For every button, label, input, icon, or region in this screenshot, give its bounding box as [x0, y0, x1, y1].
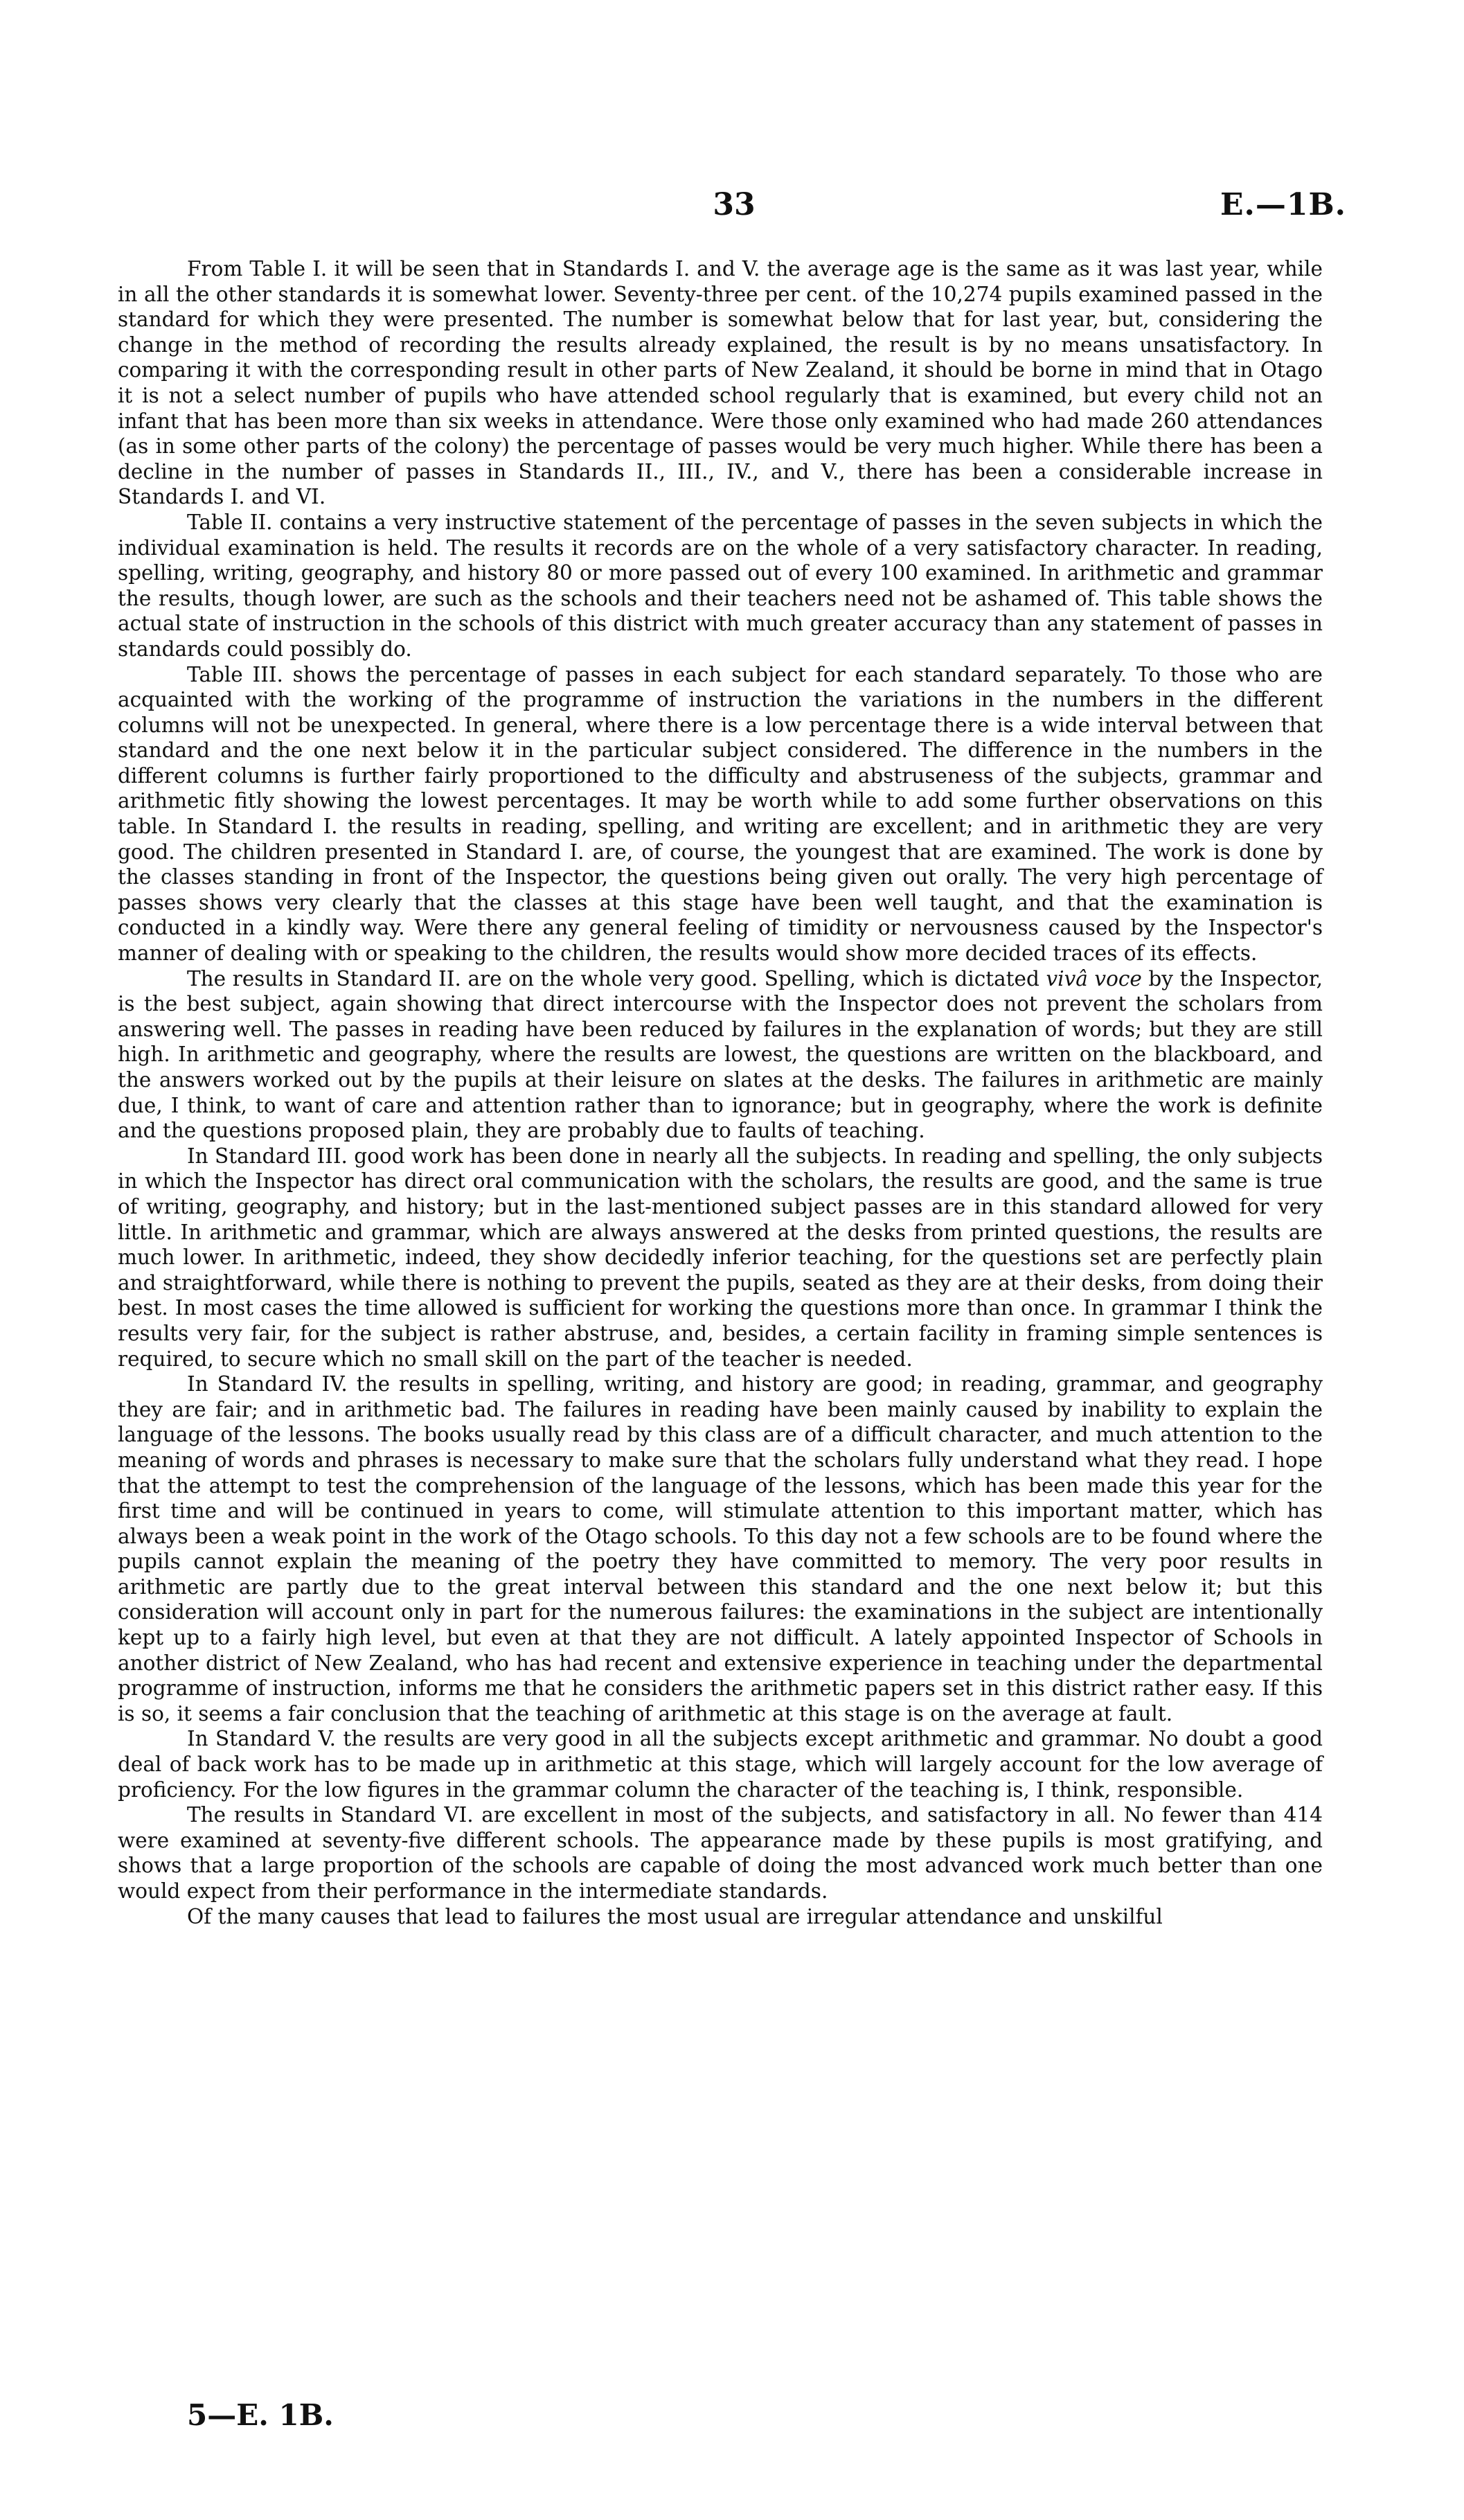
signature-mark: 5—E. 1B.: [187, 2398, 334, 2432]
paragraph-standard-two-rest: by the Inspector, is the best subject, again showing that direct intercourse with the Inspector does not prevent the scholars from answering well. The passes in reading have been reduced by failures in the explanation of words; but they are still high. In arithmetic and geography, where the results are lowest, the questions are written on the blackboard, and the answers worked out by the pupils at their leisure on slates at the desks. The failures in arithmetic are mainly due, I think, to want of care and attention rather than to ignorance; but in geography, where the work is definite and the questions proposed plain, they are probably due to faults of teaching.: [118, 966, 1323, 1143]
paragraph-standard-two-italic: vivâ voce: [1046, 966, 1142, 991]
paragraph-standard-four: In Standard IV. the results in spelling, writing, and history are good; in reading, grammar, and geography they are fair; and in arithmetic bad. The failures in reading have been mainly caused by inability to explain the language of the lessons. The books usually read by this class are of a difficult character, and much attention to the meaning of words and phrases is necessary to make sure that the scholars fully understand what they read. I hope that the attempt to test the comprehension of the language of the lessons, which has been made this year for the first time and will be continued in years to come, will stimulate attention to this important matter, which has always been a weak point in the work of the Otago schools. To this day not a few schools are to be found where the pupils cannot explain the meaning of the poetry they have committed to memory. The very poor results in arithmetic are partly due to the great interval between this standard and the one next below it; but this consideration will account only in part for the numerous failures: the examinations in the subject are intentionally kept up to a fairly high level, but even at that they are not difficult. A lately appointed Inspector of Schools in another district of New Zealand, who has had recent and extensive experience in teaching under the departmental programme of instruction, informs me that he considers the arithmetic papers set in this district rather easy. If this is so, it seems a fair conclusion that the teaching of arithmetic at this stage is on the average at fault.: [118, 1372, 1323, 1725]
paragraph-standard-three: In Standard III. good work has been done in nearly all the subjects. In reading and spelling, the only subjects in which the Inspector has direct oral communication with the scholars, the results are good, and the same is true of writing, geography, and history; but in the last-mentioned subject passes are in this standard allowed for very little. In arithmetic and grammar, which are always answered at the desks from printed questions, the results are much lower. In arithmetic, indeed, they show decidedly inferior teaching, for the questions set are perfectly plain and straightforward, while there is nothing to prevent the pupils, seated as they are at their desks, from doing their best. In most cases the time allowed is sufficient for working the questions more than once. In grammar I think the results very fair, for the subject is rather abstruse, and, besides, a certain facility in framing simple sentences is required, to secure which no small skill on the part of the teacher is needed.: [118, 1144, 1323, 1371]
document-reference: E.—1B.: [1220, 187, 1346, 222]
paragraph-table-two: Table II. contains a very instructive statement of the percentage of passes in the seven subjects in which the individual examination is held. The results it records are on the whole of a very satisfactory character. In reading, spelling, writing, geography, and history 80 or more passed out of every 100 examined. In arithmetic and grammar the results, though lower, are such as the schools and their teachers need not be ashamed of. This table shows the actual state of instruction in the schools of this district with much greater accuracy than any statement of passes in standards could possibly do.: [118, 510, 1323, 661]
paragraph-causes-of-failure: Of the many causes that lead to failures the most usual are irregular attendance and unskilful: [187, 1904, 1163, 1928]
paragraph-standard-five: In Standard V. the results are very good in all the subjects except arithmetic and grammar. No doubt a good deal of back work has to be made up in arithmetic at this stage, which will largely account for the low average of proficiency. For the low figures in the grammar column the character of the teaching is, I think, responsible.: [118, 1727, 1323, 1802]
page-number: 33: [713, 187, 756, 222]
paragraph-table-one: From Table I. it will be seen that in Standards I. and V. the average age is the same as it was last year, while in all the other standards it is somewhat lower. Seventy-three per cent. of the 10,274 pupils examined passed in the standard for which they were presented. The number is somewhat below that for last year, but, considering the change in the method of recording the results already explained, the result is by no means unsatisfactory. In comparing it with the corresponding result in other parts of New Zealand, it should be borne in mind that in Otago it is not a select number of pupils who have attended school regularly that is examined, but every child not an infant that has been more than six weeks in attendance. Were those only examined who had made 260 attendances (as in some other parts of the colony) the percentage of passes would be very much higher. While there has been a decline in the number of passes in Standards II., III., IV., and V., there has been a considerable increase in Standards I. and VI.: [118, 257, 1323, 509]
body-text: [118, 256, 1323, 1929]
paragraph-standard-six: The results in Standard VI. are excellent in most of the subjects, and satisfactory in all. No fewer than 414 were examined at seventy-five different schools. The appearance made by these pupils is most gratifying, and shows that a large proportion of the schools are capable of doing the most advanced work much better than one would expect from their performance in the intermediate standards.: [118, 1803, 1323, 1903]
paragraph-standard-two-lead: The results in Standard II. are on the whole very good. Spelling, which is dictated: [187, 966, 1046, 991]
paragraph-standard-two: [118, 966, 1323, 1144]
paragraph-table-three: Table III. shows the percentage of passes in each subject for each standard separately. To those who are acquainted with the working of the programme of instruction the variations in the numbers in the different columns will not be unexpected. In general, where there is a low percentage there is a wide interval between that standard and the one next below it in the particular subject considered. The difference in the numbers in the different columns is further fairly proportioned to the difficulty and abstruseness of the subjects, grammar and arithmetic fitly showing the lowest percentages. It may be worth while to add some further observations on this table. In Standard I. the results in reading, spelling, and writing are excellent; and in arithmetic they are very good. The children presented in Standard I. are, of course, the youngest that are examined. The work is done by the classes standing in front of the Inspector, the questions being given out orally. The very high percentage of passes shows very clearly that the classes at this stage have been well taught, and that the examination is conducted in a kindly way. Were there any general feeling of timidity or nervousness caused by the Inspector's manner of dealing with or speaking to the children, the results would show more decided traces of its effects.: [118, 662, 1323, 966]
